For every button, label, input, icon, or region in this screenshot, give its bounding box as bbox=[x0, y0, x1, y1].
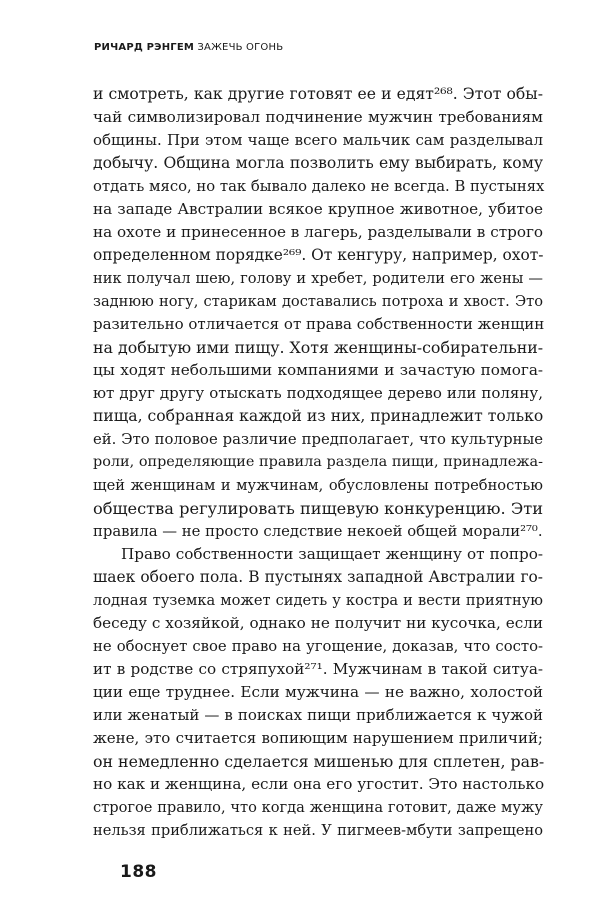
body-line: на западе Австралии всякое крупное животное, убитое bbox=[93, 200, 543, 218]
body-line: жене, это считается вопиющим нарушением приличий; bbox=[93, 729, 543, 747]
body-line: лодная туземка может сидеть у костра и вести приятную bbox=[93, 592, 543, 609]
body-line: добычу. Община могла позволить ему выбирать, кому bbox=[93, 154, 543, 172]
body-line: шаек обоего пола. В пустынях западной Австралии го- bbox=[93, 568, 543, 586]
body-line: но как и женщина, если она его угостит. Это настолько bbox=[93, 775, 545, 793]
body-line: общины. При этом чаще всего мальчик сам разделывал bbox=[93, 131, 543, 149]
body-line: строгое правило, что когда женщина готовит, даже мужу bbox=[93, 799, 543, 816]
body-line: щей женщинам и мужчинам, обусловлены потребностью bbox=[93, 477, 543, 494]
body-line: заднюю ногу, старикам доставались потроха и хвост. Это bbox=[93, 293, 543, 310]
body-line: на добытую ими пищу. Хотя женщины-собирательни- bbox=[93, 338, 544, 357]
body-line: роли, определяющие правила раздела пищи, принадлежа- bbox=[93, 454, 543, 470]
body-line: цы ходят небольшими компаниями и зачастую помога- bbox=[93, 361, 543, 379]
page-number: 188 bbox=[120, 862, 157, 882]
body-line: определенном порядке²⁶⁹. От кенгуру, например, охот- bbox=[93, 246, 544, 264]
body-line: правила — не просто следствие некоей общей морали²⁷⁰. bbox=[93, 523, 543, 540]
body-line: ют друг другу отыскать подходящее дерево или поляну, bbox=[93, 384, 543, 402]
body-line: ит в родстве со стряпухой²⁷¹. Мужчинам в такой ситуа- bbox=[93, 660, 543, 678]
body-line: на охоте и принесенное в лагерь, разделывали в строго bbox=[93, 223, 544, 241]
body-line: не обоснует свое право на угощение, доказав, что состо- bbox=[93, 638, 543, 655]
body-line: пища, собранная каждой из них, принадлежит только bbox=[93, 407, 544, 425]
body-line: ник получал шею, голову и хребет, родители его жены — bbox=[93, 270, 543, 287]
running-head bbox=[94, 42, 283, 53]
running-head-book-title: ЗАЖЕЧЬ ОГОНЬ bbox=[197, 42, 284, 53]
body-line: нельзя приближаться к ней. У пигмеев-мбути запрещено bbox=[93, 822, 543, 839]
body-line: ей. Это половое различие предполагает, что культурные bbox=[93, 431, 543, 448]
body-line: ции еще труднее. Если мужчина — не важно, холостой bbox=[93, 683, 543, 701]
body-line: отдать мясо, но так бывало далеко не всегда. В пустынях bbox=[93, 178, 545, 195]
body-line: он немедленно сделается мишенью для сплетен, рав- bbox=[93, 752, 545, 771]
body-text bbox=[93, 83, 543, 842]
body-line: разительно отличается от права собственности женщин bbox=[93, 315, 545, 333]
body-line: беседу с хозяйкой, однако не получит ни кусочка, если bbox=[93, 614, 543, 632]
body-line: общества регулировать пищевую конкуренцию. Эти bbox=[93, 499, 543, 518]
body-line: чай символизировал подчинение мужчин требованиям bbox=[93, 108, 543, 126]
running-head-author: РИЧАРД РЭНГЕМ bbox=[94, 42, 195, 53]
body-line: или женатый — в поисках пищи приближается к чужой bbox=[93, 706, 543, 724]
body-line: и смотреть, как другие готовят ее и едят²⁶⁸. Этот обы- bbox=[93, 85, 543, 103]
body-line: Право собственности защищает женщину от попро- bbox=[121, 545, 543, 563]
